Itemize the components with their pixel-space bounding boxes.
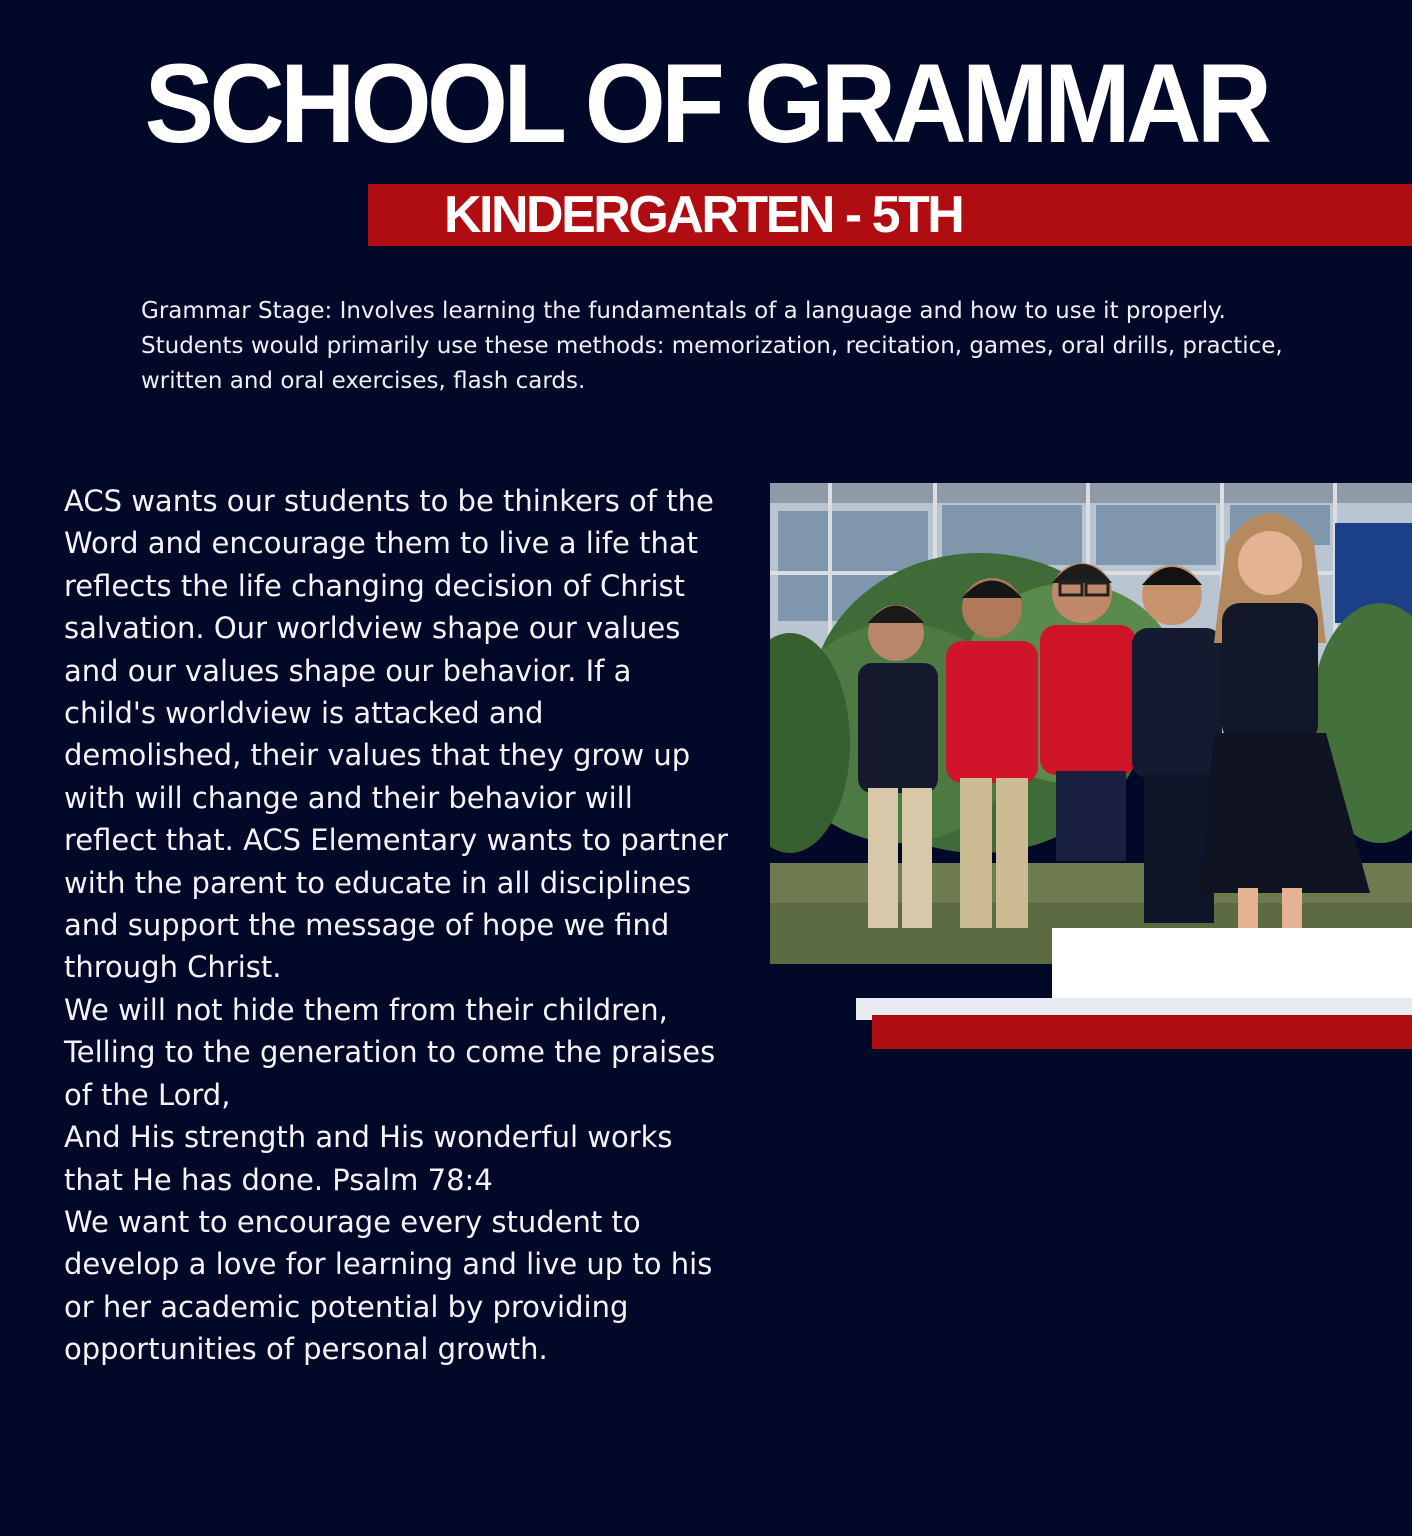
decorative-white-block — [1052, 928, 1412, 998]
scripture-line: Telling to the generation to come the praises of the Lord, — [64, 1035, 716, 1112]
scripture-line: And His strength and His wonderful works that He has done. Psalm 78:4 — [64, 1120, 673, 1197]
scripture-line: We will not hide them from their children, — [64, 992, 668, 1027]
decorative-red-bar — [872, 1015, 1412, 1049]
mission-text — [64, 480, 729, 1371]
intro-line: written and oral exercises, flash cards. — [141, 368, 586, 394]
page-title: SCHOOL OF GRAMMAR — [144, 41, 1268, 166]
goal-paragraph: We want to encourage every student to develop a love for learning and live up to his or her academic potential by providing opportunities of personal growth. — [64, 1204, 713, 1367]
mission-paragraph: ACS wants our students to be thinkers of the Word and encourage them to live a life that reflects the life changing decision of Christ salvation. Our worldview shape our values and our values shape our behavior. If a child's worldview is attacked and demolished, their values that they grow up with will change and their behavior will reflect that. ACS Elementary wants to partner with the parent to educate in all disciplines and support the message of hope we find through Christ. — [64, 484, 728, 985]
intro-line: Grammar Stage: Involves learning the fundamentals of a language and how to use it properly. — [141, 298, 1226, 324]
grade-range-label: KINDERGARTEN - 5TH — [444, 186, 963, 244]
students-photo — [770, 483, 1412, 964]
intro-line: Students would primarily use these methods: memorization, recitation, games, oral drills, practice, — [141, 333, 1283, 359]
grammar-stage-intro — [141, 294, 1351, 399]
grade-range-banner — [368, 184, 1412, 246]
